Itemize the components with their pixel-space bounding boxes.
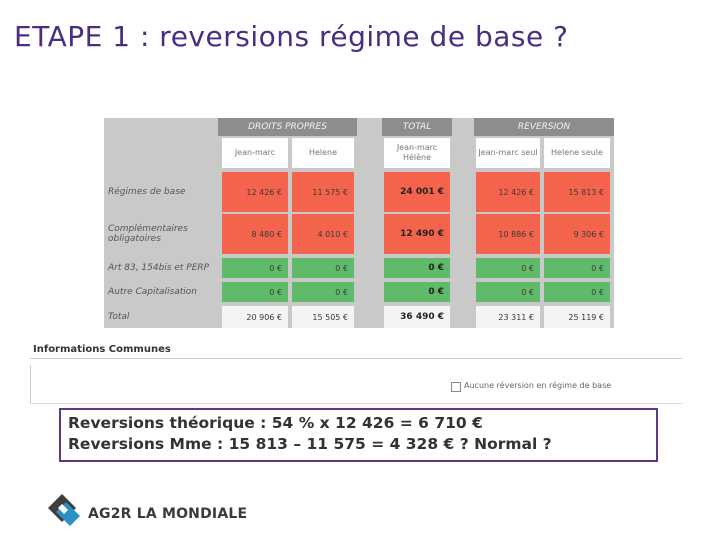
- cell-rev-jean-marc: 0 €: [476, 258, 540, 278]
- info-communes-title: Informations Communes: [33, 344, 171, 355]
- cell-jean-marc: 0 €: [222, 282, 288, 302]
- col-header-rev-helene: Helene seule: [544, 138, 610, 168]
- cell-helene: 0 €: [292, 282, 354, 302]
- formula-box: [59, 408, 658, 462]
- cell-rev-jean-marc: 23 311 €: [476, 306, 540, 328]
- cell-rev-helene: 25 119 €: [544, 306, 610, 328]
- formula-line-mme: Reversions Mme : 15 813 – 11 575 = 4 328 € ? Normal ?: [68, 435, 552, 453]
- cell-rev-jean-marc: 10 886 €: [476, 214, 540, 254]
- cell-total: 24 001 €: [384, 172, 450, 212]
- cell-rev-helene: 15 813 €: [544, 172, 610, 212]
- cell-total: 0 €: [384, 258, 450, 278]
- cell-rev-helene: 0 €: [544, 258, 610, 278]
- cell-total: 0 €: [384, 282, 450, 302]
- row-label: Autre Capitalisation: [108, 287, 197, 297]
- brand-name: AG2R LA MONDIALE: [88, 506, 248, 522]
- cell-rev-jean-marc: 12 426 €: [476, 172, 540, 212]
- col-header-helene: Helene: [292, 138, 354, 168]
- no-base-reversion-label: Aucune réversion en régime de base: [464, 381, 612, 390]
- formula-line-theorique: Reversions théorique : 54 % x 12 426 = 6 710 €: [68, 414, 483, 432]
- cell-rev-jean-marc: 0 €: [476, 282, 540, 302]
- cell-helene: 0 €: [292, 258, 354, 278]
- cell-helene: 4 010 €: [292, 214, 354, 254]
- cell-jean-marc: 0 €: [222, 258, 288, 278]
- no-base-reversion-checkbox[interactable]: [451, 382, 461, 392]
- info-divider: [30, 358, 682, 359]
- group-header-droits-propres: DROITS PROPRES: [218, 118, 357, 136]
- cell-jean-marc: 8 480 €: [222, 214, 288, 254]
- col-header-jean-marc: Jean-marc: [222, 138, 288, 168]
- cell-total: 12 490 €: [384, 214, 450, 254]
- row-label: Art 83, 154bis et PERP: [108, 263, 210, 273]
- group-header-total: TOTAL: [382, 118, 452, 136]
- cell-jean-marc: 12 426 €: [222, 172, 288, 212]
- cell-jean-marc: 20 906 €: [222, 306, 288, 328]
- ag2r-logo-icon: [44, 490, 84, 528]
- row-label: Complémentaires obligatoires: [108, 224, 188, 244]
- cell-helene: 11 575 €: [292, 172, 354, 212]
- col-header-rev-jean-marc: Jean-marc seul: [476, 138, 540, 168]
- row-label: Total: [108, 312, 130, 322]
- cell-total: 36 490 €: [384, 306, 450, 328]
- cell-rev-helene: 0 €: [544, 282, 610, 302]
- col-header-total-names: Jean-marc Hélène: [384, 138, 450, 168]
- cell-helene: 15 505 €: [292, 306, 354, 328]
- cell-rev-helene: 9 306 €: [544, 214, 610, 254]
- retirement-table: [104, 118, 614, 328]
- group-header-reversion: REVERSION: [474, 118, 614, 136]
- slide-title: ETAPE 1 : reversions régime de base ?: [14, 20, 569, 53]
- row-label: Régimes de base: [108, 187, 186, 197]
